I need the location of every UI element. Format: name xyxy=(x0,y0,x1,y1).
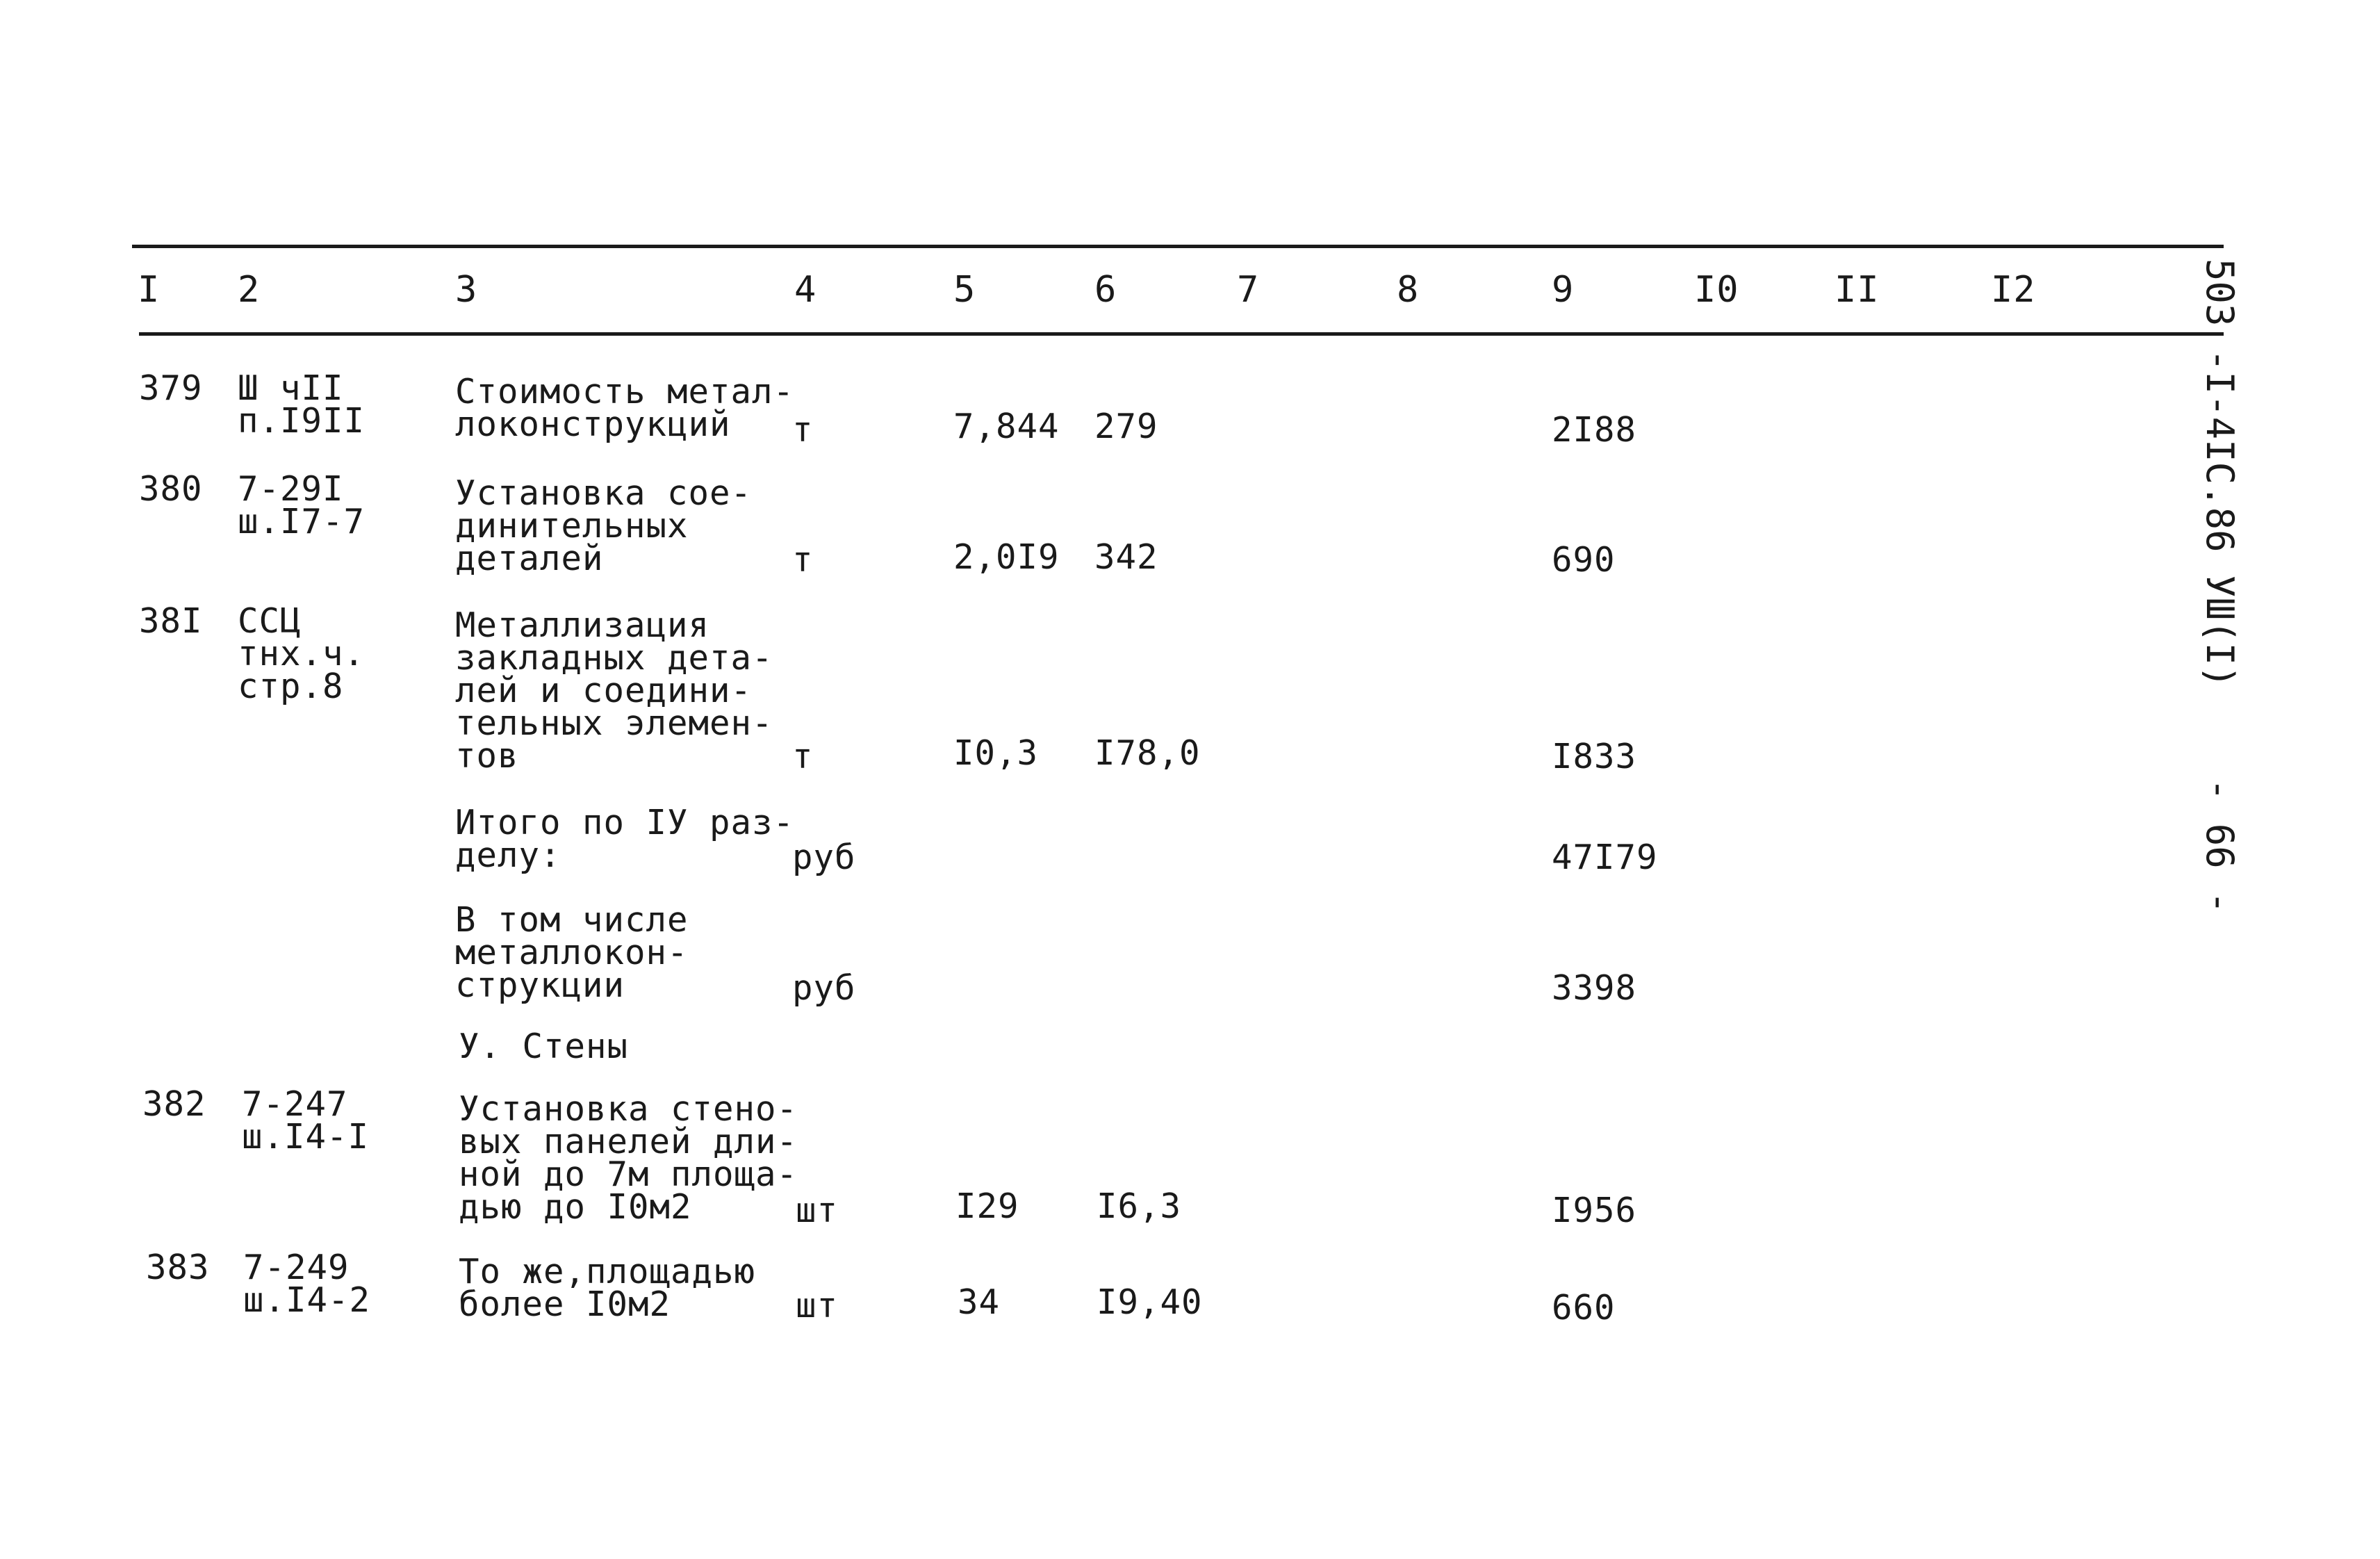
column-header-4: 4 xyxy=(794,269,817,311)
table-header-rule xyxy=(139,332,2224,336)
column-header-11: II xyxy=(1835,269,1880,311)
row-unit-price: I6,3 xyxy=(1097,1186,1182,1226)
row-unit: т xyxy=(792,410,814,450)
row-total: I833 xyxy=(1552,737,1637,776)
row-quantity: I0,3 xyxy=(953,733,1039,773)
row-reference: 7-247 ш.I4-I xyxy=(242,1084,370,1157)
row-quantity: 2,0I9 xyxy=(953,537,1060,577)
column-header-5: 5 xyxy=(953,269,976,311)
row-total: 660 xyxy=(1552,1288,1616,1328)
row-description: Стоимость метал- локонструкций xyxy=(455,372,795,444)
column-header-2: 2 xyxy=(238,269,261,311)
row-number: 380 xyxy=(139,469,203,509)
row-total: I956 xyxy=(1552,1191,1637,1230)
metal-structures-description: В том числе металлокон- струкции xyxy=(455,900,689,1005)
row-total: 2I88 xyxy=(1552,410,1637,450)
row-quantity: I29 xyxy=(955,1186,1019,1226)
subtotal-total: 47I79 xyxy=(1552,838,1658,877)
row-reference: ССЦ тнх.ч. стр.8 xyxy=(238,601,366,706)
column-header-1: I xyxy=(138,269,161,311)
row-description: Металлизация закладных дета- лей и соедини- тельных элемен- тов xyxy=(455,605,773,776)
row-reference: 7-29I ш.I7-7 xyxy=(238,469,366,541)
row-quantity: 7,844 xyxy=(953,407,1060,446)
side-label xyxy=(2198,259,2242,914)
row-description: То же,площадью более I0м2 xyxy=(459,1252,756,1324)
subtotal-unit: руб xyxy=(792,838,856,877)
page-number: - 66 - xyxy=(2198,778,2242,914)
row-unit: шт xyxy=(796,1191,839,1230)
row-unit: шт xyxy=(796,1286,839,1325)
column-header-6: 6 xyxy=(1094,269,1117,311)
subtotal-description: Итого по IУ раз- делу: xyxy=(455,803,795,875)
row-unit: т xyxy=(792,737,814,776)
column-header-12: I2 xyxy=(1991,269,2036,311)
row-unit-price: I78,0 xyxy=(1094,733,1201,773)
row-description: Установка сое- динительных деталей xyxy=(455,473,753,578)
row-number: 382 xyxy=(142,1084,206,1124)
row-number: 38I xyxy=(139,601,203,641)
row-reference: 7-249 ш.I4-2 xyxy=(243,1248,371,1320)
row-total: 690 xyxy=(1552,540,1616,580)
row-description: Установка стено- вых панелей дли- ной до 7м площа- дью до I0м2 xyxy=(459,1089,798,1227)
row-number: 379 xyxy=(139,368,203,408)
row-unit-price: I9,40 xyxy=(1097,1282,1203,1322)
table-top-rule xyxy=(132,245,2224,248)
column-header-7: 7 xyxy=(1237,269,1260,311)
row-unit-price: 342 xyxy=(1094,537,1158,577)
column-header-10: I0 xyxy=(1694,269,1739,311)
metal-structures-total: 3398 xyxy=(1552,968,1637,1008)
column-header-9: 9 xyxy=(1552,269,1575,311)
column-header-3: 3 xyxy=(455,269,478,311)
row-reference: Ш чII п.I9II xyxy=(238,368,366,441)
section-heading-walls: У. Стены xyxy=(459,1027,629,1066)
row-number: 383 xyxy=(146,1248,210,1287)
document-code: 503 -I-4IC.86 УШ(I) xyxy=(2198,259,2242,688)
row-quantity: 34 xyxy=(958,1282,1001,1322)
column-header-8: 8 xyxy=(1397,269,1420,311)
row-unit: т xyxy=(792,540,814,580)
metal-structures-unit: руб xyxy=(792,968,856,1008)
row-unit-price: 279 xyxy=(1094,407,1158,446)
